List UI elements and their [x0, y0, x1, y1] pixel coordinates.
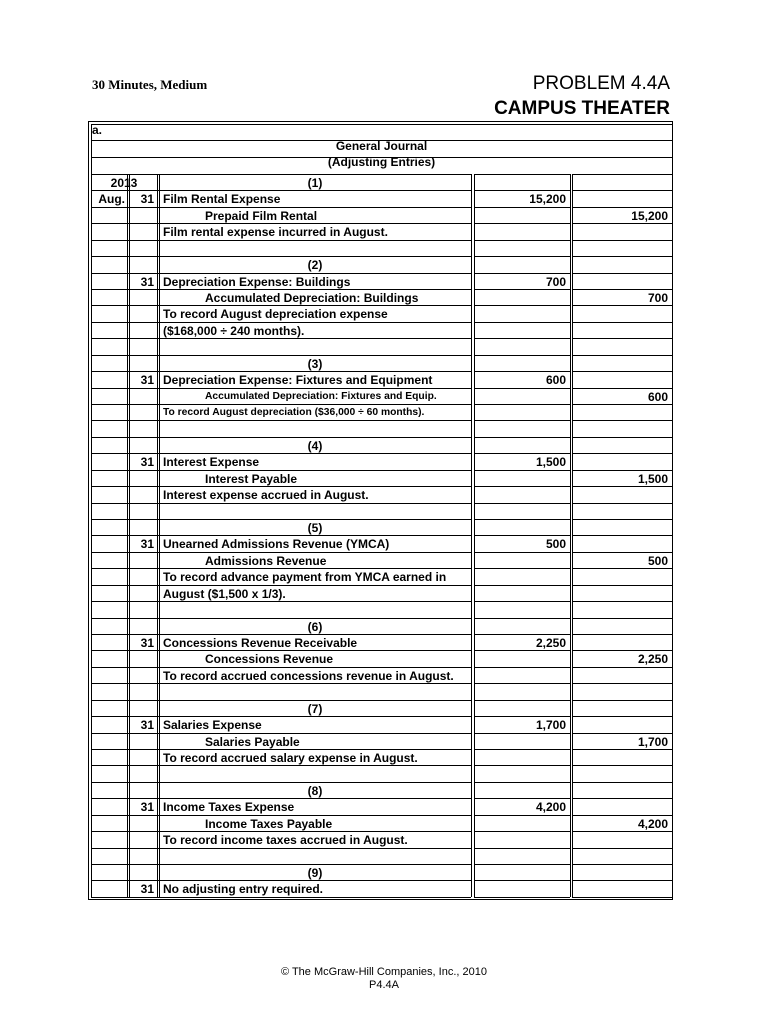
debit-account: Unearned Admissions Revenue (YMCA): [163, 537, 390, 551]
debit-account: Depreciation Expense: Buildings: [163, 275, 351, 289]
grid-line: [572, 470, 672, 471]
grid-line: [572, 897, 672, 898]
grid-line: [572, 618, 672, 619]
grid-line: [474, 273, 570, 274]
grid-line: [91, 207, 471, 208]
grid-line: [91, 716, 471, 717]
grid-line: [474, 733, 570, 734]
debit-amount: 600: [545, 373, 566, 387]
entry-number: (7): [307, 702, 323, 716]
grid-line: [474, 388, 570, 389]
grid-line: [572, 585, 672, 586]
grid-line: [572, 486, 672, 487]
grid-line: [91, 174, 92, 897]
entry-number: (9): [307, 866, 323, 880]
entry-day: 31: [140, 455, 154, 469]
entry-day: 31: [140, 537, 154, 551]
grid-line: [91, 568, 471, 569]
debit-amount: 700: [545, 275, 566, 289]
grid-line: [474, 897, 570, 898]
grid-line: [572, 733, 672, 734]
credit-amount: 500: [647, 554, 668, 568]
grid-line: [91, 535, 471, 536]
grid-line: [91, 700, 471, 701]
entry-explanation: To record income taxes accrued in August.: [163, 833, 408, 847]
grid-line: [572, 782, 672, 783]
grid-line: [474, 437, 570, 438]
credit-amount: 1,500: [637, 472, 668, 486]
page-title: [494, 71, 670, 121]
grid-line: [572, 798, 672, 799]
grid-line: [91, 880, 471, 881]
debit-amount: 2,250: [535, 636, 566, 650]
grid-line: [91, 388, 471, 389]
debit-account: No adjusting entry required.: [163, 882, 324, 896]
entry-explanation: To record August depreciation expense: [163, 307, 388, 321]
entry-number: (8): [307, 784, 323, 798]
grid-line: [474, 848, 570, 849]
grid-line: [572, 519, 672, 520]
grid-line: [572, 207, 672, 208]
page-number: P4.4A: [369, 979, 399, 991]
grid-line: [91, 470, 471, 471]
grid-line: [474, 683, 570, 684]
grid-line: [474, 322, 570, 323]
entry-number: (1): [307, 176, 323, 190]
grid-line: [91, 782, 471, 783]
problem-title: PROBLEM 4.4A: [532, 73, 670, 94]
entry-day: 31: [140, 275, 154, 289]
debit-amount: 500: [545, 537, 566, 551]
grid-line: [572, 716, 672, 717]
grid-line: [572, 765, 672, 766]
credit-amount: 15,200: [631, 209, 668, 223]
credit-amount: 600: [647, 390, 668, 404]
grid-line: [572, 223, 672, 224]
grid-line: [672, 124, 673, 174]
grid-line: [572, 831, 672, 832]
grid-line: [572, 683, 672, 684]
grid-line: [474, 601, 570, 602]
grid-line: [474, 716, 570, 717]
grid-line: [572, 650, 672, 651]
grid-line: [91, 503, 471, 504]
grid-line: [474, 568, 570, 569]
grid-line: [91, 190, 471, 191]
grid-line: [572, 453, 672, 454]
grid-line: [570, 174, 571, 897]
grid-line: [474, 305, 570, 306]
entry-number: (2): [307, 258, 323, 272]
grid-line: [474, 371, 570, 372]
entry-number: (4): [307, 439, 323, 453]
grid-line: [91, 765, 471, 766]
grid-line: [91, 124, 672, 125]
entry-day: 31: [140, 718, 154, 732]
entry-explanation: ($168,000 ÷ 240 months).: [163, 324, 305, 338]
grid-line: [572, 388, 672, 389]
debit-account: Concessions Revenue Receivable: [163, 636, 358, 650]
grid-line: [474, 650, 570, 651]
grid-line: [91, 519, 471, 520]
grid-line: [474, 634, 570, 635]
grid-line: [91, 634, 471, 635]
grid-line: [572, 700, 672, 701]
grid-line: [572, 848, 672, 849]
grid-line: [474, 503, 570, 504]
entry-day: 31: [140, 373, 154, 387]
grid-line: [572, 355, 672, 356]
grid-line: [91, 273, 471, 274]
entry-explanation: To record accrued salary expense in August.: [163, 751, 418, 765]
grid-line: [572, 420, 672, 421]
debit-account: Interest Expense: [163, 455, 260, 469]
grid-line: [91, 683, 471, 684]
grid-line: [474, 815, 570, 816]
page-footer: [0, 966, 768, 992]
grid-line: [572, 815, 672, 816]
grid-line: [572, 240, 672, 241]
grid-line: [672, 174, 673, 897]
grid-line: [91, 240, 471, 241]
grid-line: [91, 437, 471, 438]
grid-line: [91, 552, 471, 553]
entry-day: 31: [140, 800, 154, 814]
grid-line: [572, 371, 672, 372]
grid-line: [91, 338, 471, 339]
entry-day: 31: [140, 192, 154, 206]
grid-line: [474, 535, 570, 536]
grid-line: [91, 831, 471, 832]
credit-amount: 700: [647, 291, 668, 305]
journal-subtitle: (Adjusting Entries): [327, 155, 436, 169]
grid-line: [91, 223, 471, 224]
grid-line: [572, 552, 672, 553]
grid-line: [572, 749, 672, 750]
grid-line: [474, 749, 570, 750]
grid-line: [91, 174, 471, 175]
entry-explanation: Film rental expense incurred in August.: [163, 225, 388, 239]
grid-line: [91, 585, 471, 586]
grid-line: [474, 864, 570, 865]
grid-line: [572, 404, 672, 405]
entry-explanation: To record August depreciation ($36,000 ÷ 60 months).: [163, 407, 425, 418]
grid-line: [474, 552, 570, 553]
grid-line: [91, 453, 471, 454]
grid-line: [474, 880, 570, 881]
grid-line: [474, 256, 570, 257]
debit-account: Salaries Expense: [163, 718, 262, 732]
grid-line: [91, 256, 471, 257]
grid-line: [474, 470, 570, 471]
grid-line: [474, 355, 570, 356]
company-name: CAMPUS THEATER: [494, 98, 670, 119]
credit-account: Concessions Revenue: [205, 652, 334, 666]
grid-line: [572, 322, 672, 323]
entry-explanation: To record accrued concessions revenue in August.: [163, 669, 454, 683]
grid-line: [91, 355, 471, 356]
entry-number: (6): [307, 620, 323, 634]
grid-line: [572, 634, 672, 635]
grid-line: [474, 174, 570, 175]
grid-line: [474, 240, 570, 241]
grid-line: [572, 190, 672, 191]
grid-line: [91, 650, 471, 651]
grid-line: [572, 503, 672, 504]
entry-explanation: August ($1,500 x 1/3).: [163, 587, 286, 601]
entry-day: 31: [140, 882, 154, 896]
grid-line: [91, 305, 471, 306]
grid-line: [572, 338, 672, 339]
entry-explanation: Interest expense accrued in August.: [163, 488, 369, 502]
grid-line: [91, 667, 471, 668]
grid-line: [474, 782, 570, 783]
grid-line: [474, 223, 570, 224]
grid-line: [91, 289, 471, 290]
grid-line: [474, 486, 570, 487]
grid-line: [572, 601, 672, 602]
grid-line: [91, 486, 471, 487]
grid-line: [572, 305, 672, 306]
grid-line: [474, 831, 570, 832]
grid-line: [572, 289, 672, 290]
debit-account: Film Rental Expense: [163, 192, 281, 206]
grid-line: [572, 174, 672, 175]
section-label: a.: [92, 123, 103, 137]
general-journal: [88, 121, 673, 900]
copyright: © The McGraw-Hill Companies, Inc., 2010: [281, 966, 487, 978]
entry-day: 31: [140, 636, 154, 650]
grid-line: [474, 404, 570, 405]
credit-amount: 1,700: [637, 735, 668, 749]
grid-line: [91, 848, 471, 849]
credit-account: Salaries Payable: [205, 735, 300, 749]
journal-month: Aug.: [98, 192, 125, 206]
grid-line: [572, 880, 672, 881]
debit-amount: 1,700: [535, 718, 566, 732]
grid-line: [127, 174, 128, 897]
grid-line: [474, 338, 570, 339]
grid-line: [474, 207, 570, 208]
grid-line: [91, 322, 471, 323]
grid-line: [572, 667, 672, 668]
grid-line: [157, 174, 158, 897]
grid-line: [572, 256, 672, 257]
grid-line: [474, 289, 570, 290]
grid-line: [572, 273, 672, 274]
grid-line: [91, 601, 471, 602]
grid-line: [474, 667, 570, 668]
grid-line: [91, 404, 471, 405]
grid-line: [91, 798, 471, 799]
journal-year: 2013: [110, 176, 138, 190]
time-note: 30 Minutes, Medium: [92, 77, 208, 92]
grid-line: [91, 371, 471, 372]
grid-line: [474, 585, 570, 586]
grid-line: [572, 535, 672, 536]
grid-line: [91, 733, 471, 734]
credit-account: Income Taxes Payable: [205, 817, 333, 831]
grid-line: [91, 864, 471, 865]
entry-number: (3): [307, 357, 323, 371]
credit-account: Interest Payable: [205, 472, 298, 486]
grid-line: [572, 864, 672, 865]
grid-line: [474, 519, 570, 520]
grid-line: [572, 437, 672, 438]
grid-line: [91, 420, 471, 421]
grid-line: [91, 749, 471, 750]
grid-line: [474, 700, 570, 701]
grid-line: [474, 765, 570, 766]
credit-account: Accumulated Depreciation: Buildings: [205, 291, 419, 305]
grid-line: [91, 815, 471, 816]
credit-account: Admissions Revenue: [205, 554, 327, 568]
grid-line: [471, 174, 472, 897]
credit-amount: 2,250: [637, 652, 668, 666]
grid-line: [474, 618, 570, 619]
grid-line: [474, 798, 570, 799]
debit-amount: 15,200: [529, 192, 566, 206]
grid-line: [474, 190, 570, 191]
grid-line: [572, 568, 672, 569]
debit-account: Depreciation Expense: Fixtures and Equipment: [163, 373, 433, 387]
entry-explanation: To record advance payment from YMCA earned in: [163, 570, 447, 584]
credit-amount: 4,200: [637, 817, 668, 831]
debit-amount: 4,200: [535, 800, 566, 814]
grid-line: [91, 618, 471, 619]
grid-line: [91, 897, 471, 898]
entry-number: (5): [307, 521, 323, 535]
debit-amount: 1,500: [535, 455, 566, 469]
debit-account: Income Taxes Expense: [163, 800, 295, 814]
grid-line: [572, 174, 573, 897]
credit-account: Prepaid Film Rental: [205, 209, 318, 223]
journal-title: General Journal: [335, 139, 428, 153]
grid-line: [474, 420, 570, 421]
credit-account: Accumulated Depreciation: Fixtures and Equip.: [205, 391, 437, 402]
grid-line: [474, 453, 570, 454]
